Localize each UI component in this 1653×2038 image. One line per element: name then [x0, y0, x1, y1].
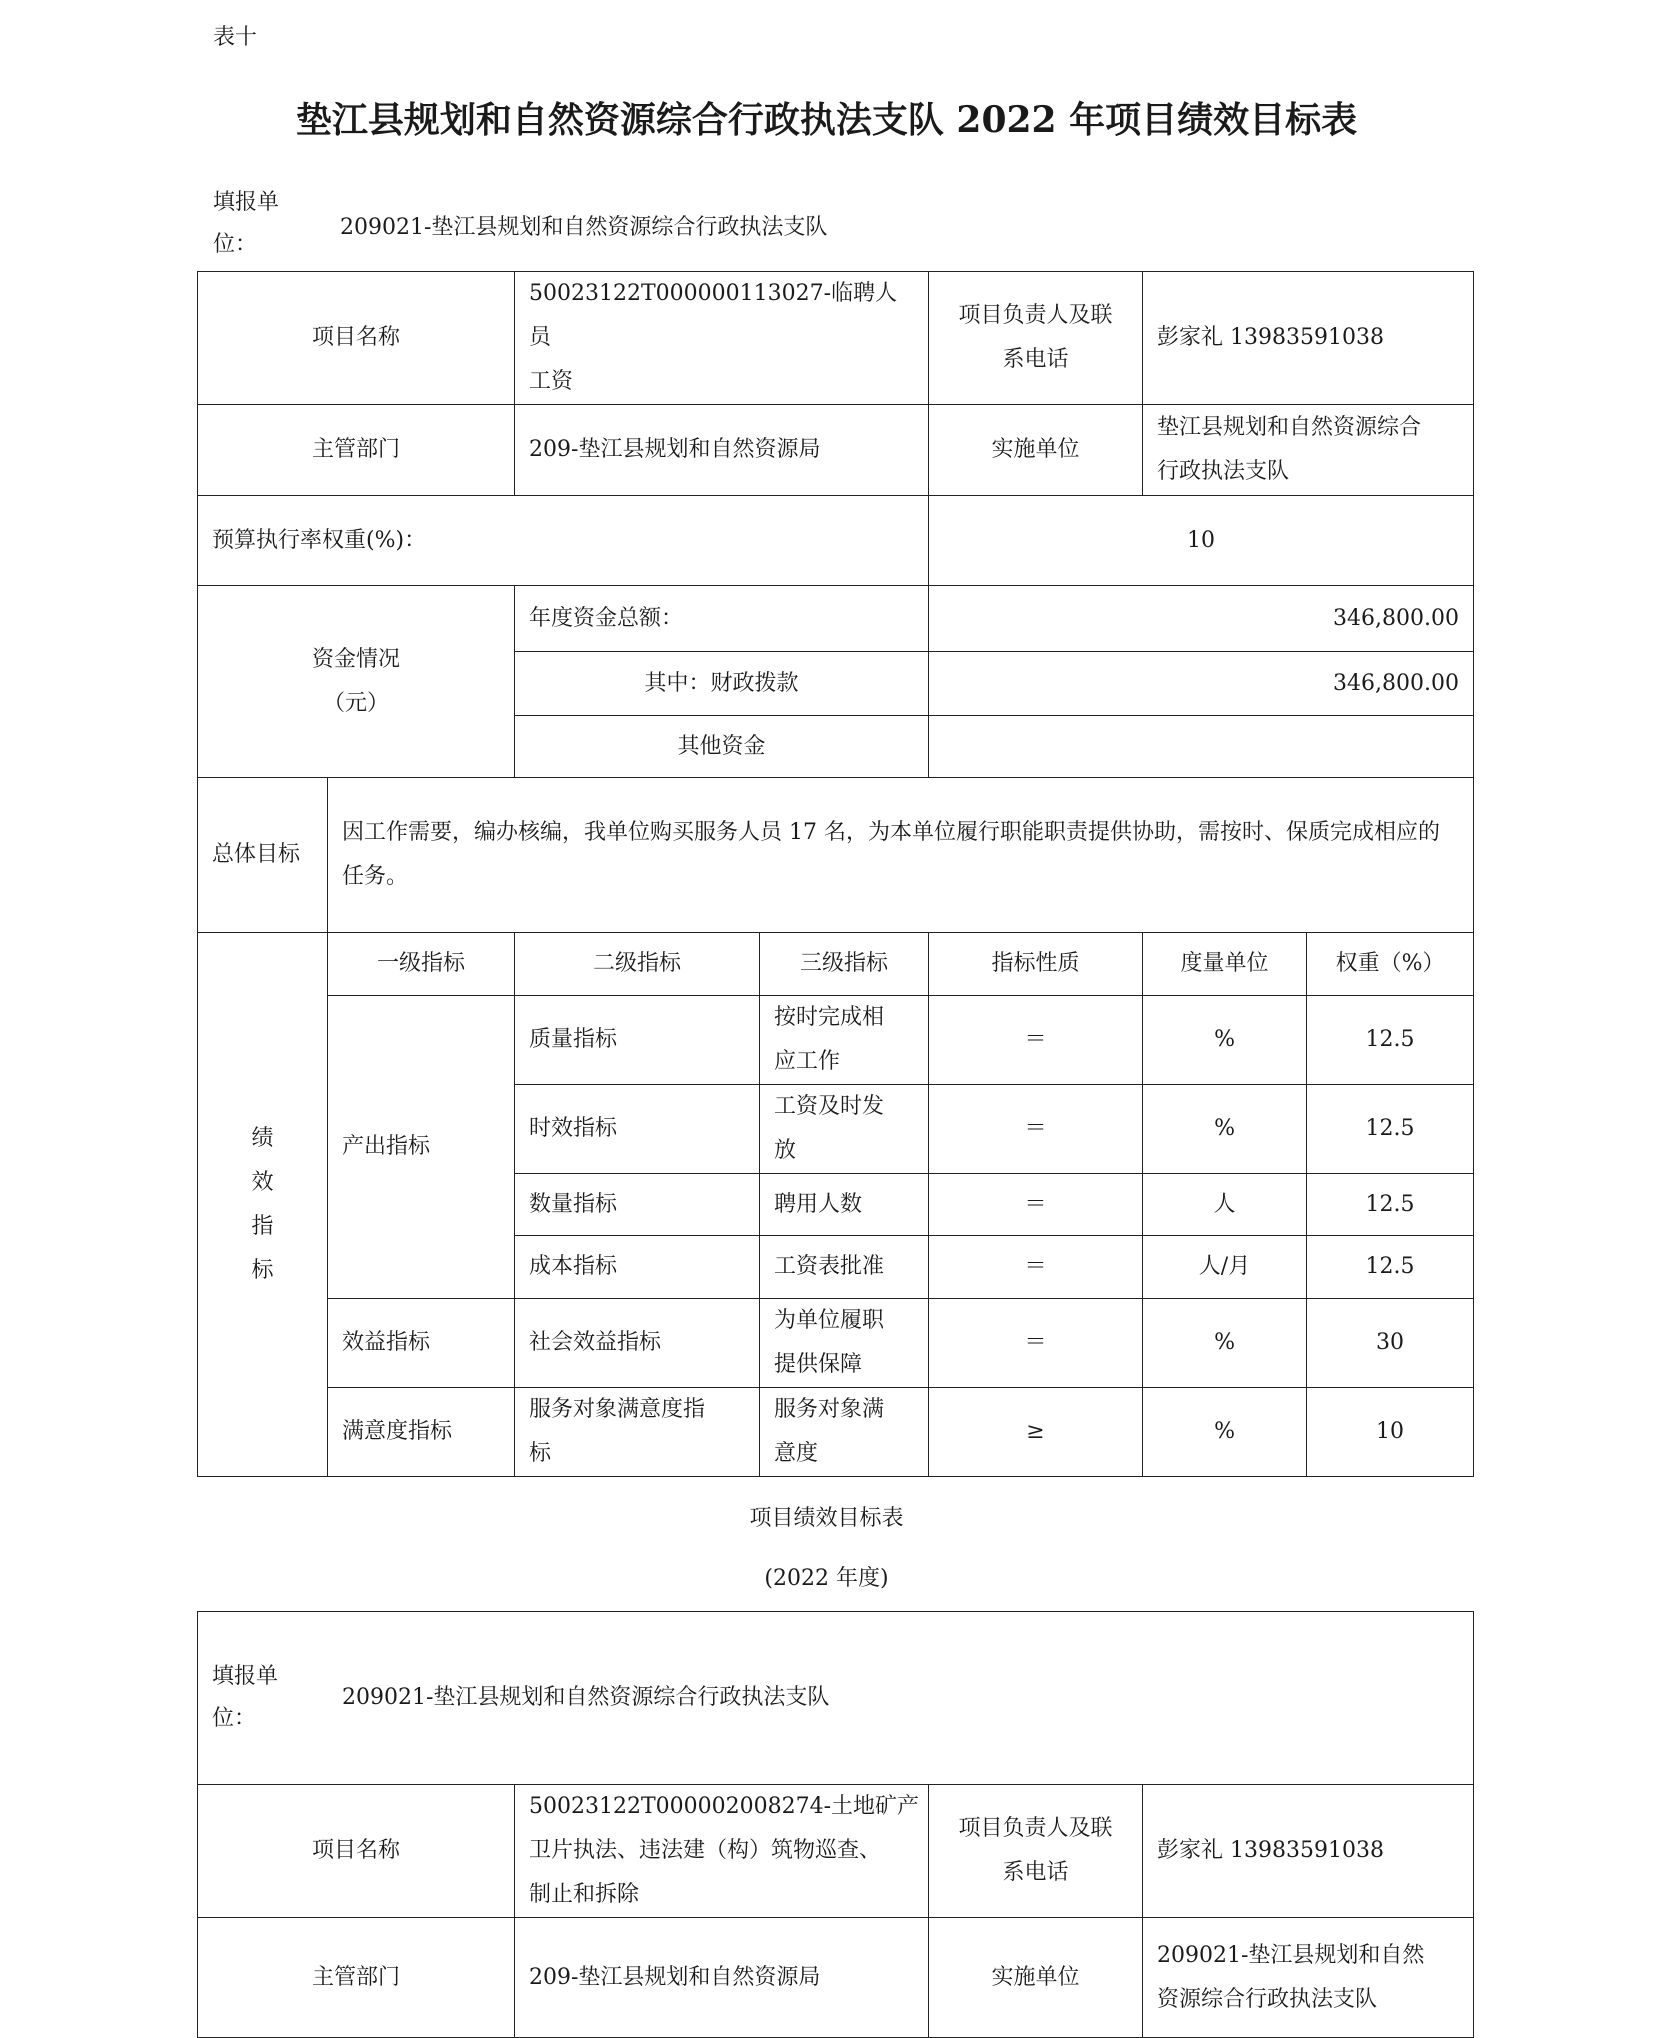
- row-l2: 社会效益指标: [515, 1299, 760, 1388]
- row-l2: 成本指标: [515, 1236, 760, 1299]
- filler-row: [198, 1612, 1474, 1785]
- row-l2: 服务对象满意度指 标: [515, 1388, 760, 1477]
- filler-label: 填报单 位：: [213, 190, 280, 257]
- annual-total-label: 年度资金总额：: [515, 586, 929, 652]
- row-nature: ＝: [929, 996, 1143, 1085]
- row-l3: 按时完成相 应工作: [760, 996, 929, 1085]
- annual-total-value: 346,800.00: [929, 586, 1474, 652]
- row-l3: 工资及时发 放: [760, 1085, 929, 1174]
- performance-table-2: [197, 1611, 1474, 2038]
- table-row: [198, 1299, 1474, 1388]
- other-label: 其他资金: [515, 716, 929, 778]
- dept-label: 主管部门: [198, 405, 515, 496]
- year-label: (2022 年度): [764, 1566, 889, 1591]
- project-name-label: 项目名称: [198, 272, 515, 405]
- row-l3: 工资表批准: [760, 1236, 929, 1299]
- filler-label-2: 填报单 位：: [212, 1664, 279, 1731]
- goal-text: 因工作需要，编办核编，我单位购买服务人员 17 名，为本单位履行职能职责提供协助，需按时、保质完成相应的任务。: [328, 778, 1474, 933]
- dept-value: 209-垫江县规划和自然资源局: [515, 405, 929, 496]
- filler-value-2: 209021-垫江县规划和自然资源综合行政执法支队: [342, 1685, 830, 1710]
- leader-value-2: 彭家礼 13983591038: [1143, 1785, 1474, 1918]
- row-weight: 10: [1307, 1388, 1474, 1477]
- row-unit: %: [1143, 1085, 1307, 1174]
- goal-label: 总体目标: [198, 778, 328, 933]
- leader-label: 项目负责人及联 系电话: [929, 272, 1143, 405]
- project-name-label-2: 项目名称: [198, 1785, 515, 1918]
- row-weight: 12.5: [1307, 1085, 1474, 1174]
- dept-value-2: 209-垫江县规划和自然资源局: [515, 1918, 929, 2038]
- row-l3: 服务对象满 意度: [760, 1388, 929, 1477]
- row-nature: ≥: [929, 1388, 1143, 1477]
- project-name-value: 50023122T000000113027-临聘人员 工资: [515, 272, 929, 405]
- row-unit: 人/月: [1143, 1236, 1307, 1299]
- row-weight: 12.5: [1307, 1236, 1474, 1299]
- leader-label-2: 项目负责人及联 系电话: [929, 1785, 1143, 1918]
- row-unit: %: [1143, 1388, 1307, 1477]
- output-label: 产出指标: [328, 996, 515, 1299]
- row-nature: ＝: [929, 1236, 1143, 1299]
- budget-rate-value: 10: [929, 496, 1474, 586]
- table-row: [198, 1388, 1474, 1477]
- row-nature: ＝: [929, 1299, 1143, 1388]
- page-title: 垫江县规划和自然资源综合行政执法支队 2022 年项目绩效目标表: [295, 99, 1358, 141]
- page-label: 表十: [213, 25, 258, 50]
- fiscal-label: 其中：财政拨款: [515, 652, 929, 716]
- row-unit: %: [1143, 1299, 1307, 1388]
- row-l2: 时效指标: [515, 1085, 760, 1174]
- row-l3: 聘用人数: [760, 1174, 929, 1236]
- filler-value: 209021-垫江县规划和自然资源综合行政执法支队: [340, 215, 828, 240]
- row-weight: 12.5: [1307, 1174, 1474, 1236]
- header-level1: 一级指标: [328, 933, 515, 996]
- header-nature: 指标性质: [929, 933, 1143, 996]
- row-l2: 质量指标: [515, 996, 760, 1085]
- fiscal-value: 346,800.00: [929, 652, 1474, 716]
- impl-value: 垫江县规划和自然资源综合 行政执法支队: [1143, 405, 1474, 496]
- impl-value-2: 209021-垫江县规划和自然 资源综合行政执法支队: [1143, 1918, 1474, 2038]
- row-unit: 人: [1143, 1174, 1307, 1236]
- header-unit: 度量单位: [1143, 933, 1307, 996]
- row-weight: 12.5: [1307, 996, 1474, 1085]
- performance-table-1: [197, 271, 1474, 1477]
- row-unit: %: [1143, 996, 1307, 1085]
- header-level3: 三级指标: [760, 933, 929, 996]
- dept-label-2: 主管部门: [198, 1918, 515, 2038]
- leader-value: 彭家礼 13983591038: [1143, 272, 1474, 405]
- impl-label-2: 实施单位: [929, 1918, 1143, 2038]
- budget-rate-label: 预算执行率权重(%)：: [198, 496, 929, 586]
- other-value: [929, 716, 1474, 778]
- row-nature: ＝: [929, 1085, 1143, 1174]
- row-weight: 30: [1307, 1299, 1474, 1388]
- impl-label: 实施单位: [929, 405, 1143, 496]
- perf-label: 绩 效 指 标: [198, 933, 328, 1477]
- satisfaction-label: 满意度指标: [328, 1388, 515, 1477]
- funds-label: 资金情况 （元）: [198, 586, 515, 778]
- benefit-label: 效益指标: [328, 1299, 515, 1388]
- project-name-value-2: 50023122T000002008274-土地矿产 卫片执法、违法建（构）筑物巡查、 制止和拆除: [515, 1785, 929, 1918]
- row-l2: 数量指标: [515, 1174, 760, 1236]
- subtitle: 项目绩效目标表: [749, 1506, 904, 1531]
- row-nature: ＝: [929, 1174, 1143, 1236]
- row-l3: 为单位履职 提供保障: [760, 1299, 929, 1388]
- header-weight: 权重（%）: [1307, 933, 1474, 996]
- table-row: [198, 996, 1474, 1085]
- header-level2: 二级指标: [515, 933, 760, 996]
